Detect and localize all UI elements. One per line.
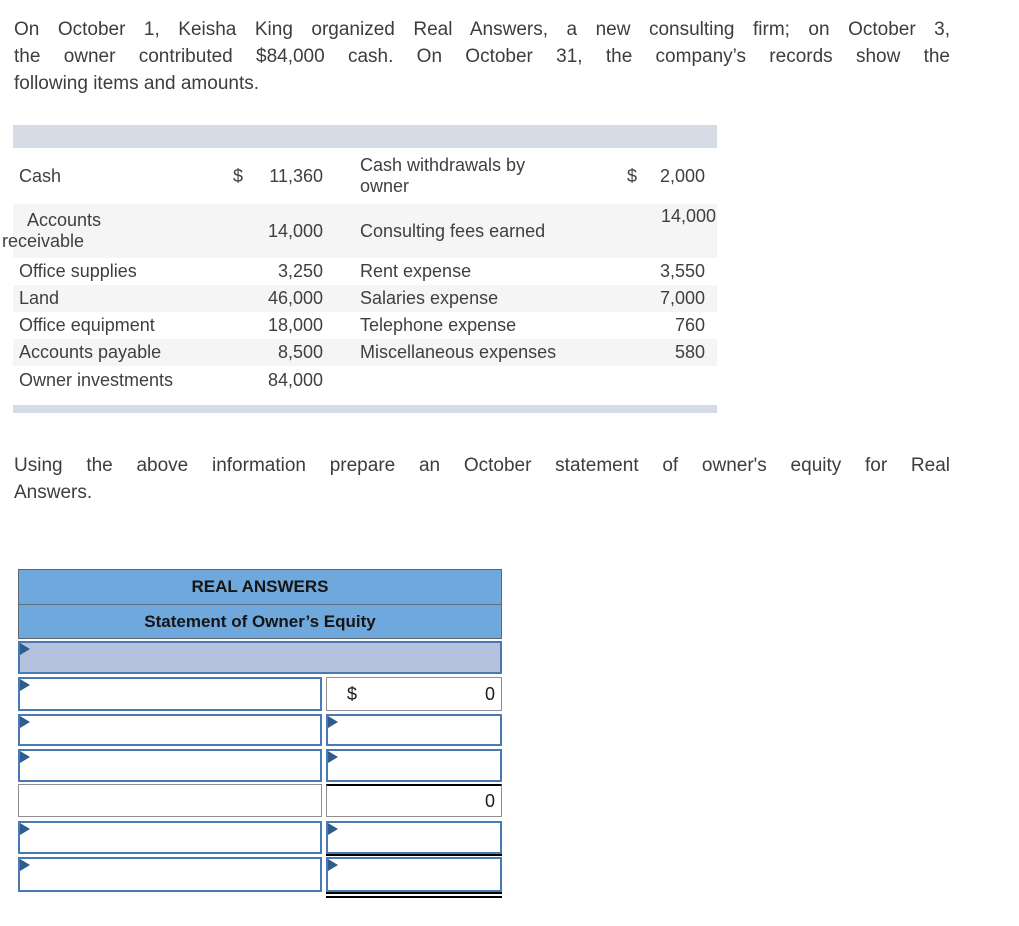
problem-statement-line: following items and amounts. — [14, 73, 260, 94]
account-label: Office supplies — [19, 261, 137, 281]
worksheet-row3-label-input[interactable] — [18, 749, 322, 782]
account-amount: $ 2,000 — [627, 165, 705, 186]
account-label: Office equipment — [19, 315, 155, 335]
worksheet-total-amount-input[interactable] — [326, 857, 502, 892]
worksheet-row1-label-input[interactable] — [18, 677, 322, 711]
column-gap — [328, 285, 360, 312]
worksheet-row5-amount-input[interactable] — [326, 821, 502, 854]
worksheet-total-row — [18, 857, 502, 892]
input-marker-icon — [20, 823, 30, 835]
account-amount: 46,000 — [267, 288, 323, 308]
task-instruction-line: Using the above information prepare an October statement of owner's equity for Real — [14, 455, 950, 476]
input-marker-icon — [328, 751, 338, 763]
problem-statement-line: the owner contributed $84,000 cash. On October 31, the company’s records show the — [14, 46, 950, 67]
worksheet-total-label-input[interactable] — [18, 857, 322, 892]
account-amount: 3,550 — [659, 261, 705, 281]
table-row — [13, 148, 717, 204]
account-label: Miscellaneous expenses — [360, 342, 557, 362]
table-row — [13, 366, 717, 394]
account-label: Land — [19, 288, 60, 308]
account-amount: 7,000 — [659, 288, 705, 308]
task-instruction-line: Answers. — [14, 482, 93, 503]
input-marker-icon — [328, 823, 338, 835]
input-marker-icon — [20, 716, 30, 728]
account-label: Accounts receivable — [2, 210, 102, 251]
input-marker-icon — [328, 716, 338, 728]
account-amount: 3,250 — [277, 261, 323, 281]
amount-value: 0 — [484, 683, 495, 704]
amount-value: 0 — [484, 790, 495, 811]
account-label — [360, 366, 615, 394]
account-amount: 14,000 — [267, 220, 323, 241]
account-label: Cash — [19, 165, 62, 186]
account-label: Accounts payable — [19, 342, 162, 362]
account-label: Rent expense — [360, 261, 472, 281]
input-marker-icon — [20, 751, 30, 763]
table-row — [13, 312, 717, 339]
table-bottom-bar — [13, 405, 717, 413]
input-marker-icon — [328, 859, 338, 871]
worksheet-row2-amount-input[interactable] — [326, 714, 502, 746]
worksheet-subtotal-amount-cell — [326, 784, 502, 817]
account-amount: 14,000 — [660, 206, 716, 226]
amounts-table — [2, 125, 717, 413]
owners-equity-worksheet — [18, 569, 502, 892]
account-amount: 580 — [674, 342, 705, 362]
table-row — [13, 258, 717, 285]
problem-statement — [14, 16, 950, 97]
account-amount: 8,500 — [277, 342, 323, 362]
task-instruction — [14, 452, 950, 506]
column-gap — [328, 366, 360, 394]
account-amount — [615, 366, 717, 394]
worksheet-row1-amount-cell — [326, 677, 502, 711]
column-gap — [328, 204, 360, 258]
account-label: Consulting fees earned — [360, 220, 546, 241]
column-gap — [328, 148, 360, 204]
account-amount: 760 — [674, 315, 705, 335]
input-marker-icon — [20, 643, 30, 655]
column-gap — [328, 312, 360, 339]
worksheet-row3-amount-input[interactable] — [326, 749, 502, 782]
worksheet-row — [18, 677, 502, 711]
worksheet-company-title: REAL ANSWERS — [18, 569, 502, 605]
account-label: Owner investments — [19, 369, 174, 390]
worksheet-subtotal-row — [18, 784, 502, 817]
column-gap — [328, 339, 360, 366]
worksheet-row — [18, 714, 502, 746]
currency-symbol: $ — [347, 683, 358, 704]
table-row — [2, 204, 717, 258]
input-marker-icon — [20, 859, 30, 871]
account-amount: 18,000 — [267, 315, 323, 335]
worksheet-statement-title: Statement of Owner’s Equity — [18, 604, 502, 639]
worksheet-row2-label-input[interactable] — [18, 714, 322, 746]
column-gap — [328, 258, 360, 285]
account-label: Salaries expense — [360, 288, 499, 308]
account-label: Cash withdrawals by owner — [360, 155, 526, 196]
worksheet-date-line-input[interactable] — [18, 641, 502, 674]
worksheet-row — [18, 821, 502, 854]
table-top-bar — [13, 125, 717, 148]
worksheet-row5-label-input[interactable] — [18, 821, 322, 854]
worksheet-row — [18, 749, 502, 782]
account-amount: 84,000 — [267, 369, 323, 390]
table-row — [13, 285, 717, 312]
account-label: Telephone expense — [360, 315, 517, 335]
table-row — [13, 339, 717, 366]
worksheet-subtotal-label-cell — [18, 784, 322, 817]
account-amount: $ 11,360 — [233, 165, 323, 186]
problem-statement-line: On October 1, Keisha King organized Real Answers, a new consulting firm; on October 3, — [14, 19, 950, 40]
input-marker-icon — [20, 679, 30, 691]
